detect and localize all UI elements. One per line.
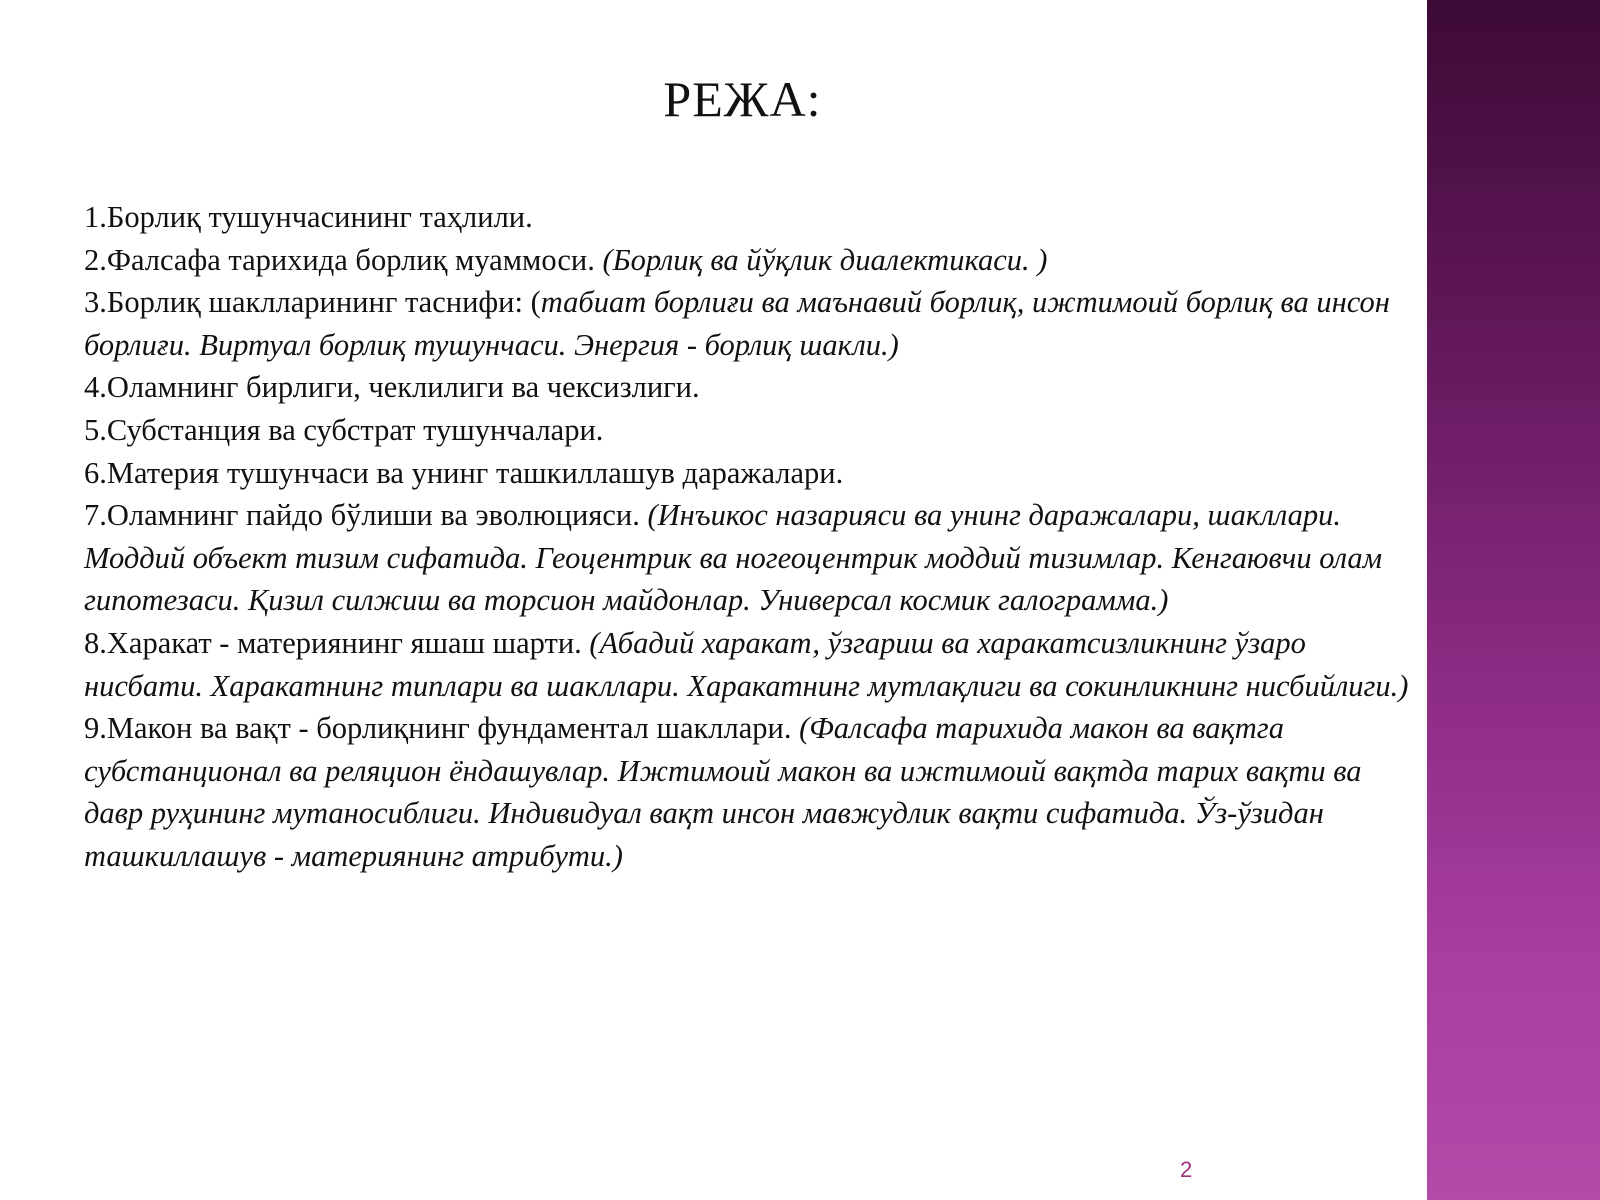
item-note: (Инъикос назарияси ва унинг даражалари, шакллари. Моддий объект тизим сифатида. Геоцентрик ва ногеоцентрик моддий тизимлар. Кенгаювчи олам гипотезаси. Қизил силжиш ва торсион майдонлар. Универсал космик галограмма.) — [84, 498, 1383, 618]
item-number: 6. — [84, 455, 107, 490]
item-number: 8. — [84, 625, 107, 660]
item-text: Харакат - материянинг яшаш шарти. — [106, 625, 590, 660]
item-number: 4. — [84, 370, 107, 405]
plan-item-5 — [84, 409, 1419, 452]
item-text: Макон ва вақт - борлиқнинг фундаментал шакллари. — [106, 711, 800, 746]
item-text: Борлиқ шаклларининг таснифи: ( — [106, 285, 541, 320]
item-number: 3. — [84, 285, 107, 320]
plan-item-9 — [84, 707, 1419, 877]
plan-item-1 — [84, 196, 1419, 239]
item-note: (Фалсафа тарихида макон ва вақтга субстанционал ва реляцион ёндашувлар. Ижтимоий макон ва ижтимоий вақтда тарих вақти ва давр руҳининг мутаносиблиги. Индивидуал вақт инсон мавжудлик вақти сифатида. Ўз-ўзидан ташкиллашув - материянинг атрибути.) — [84, 711, 1362, 873]
item-text: Субстанция ва субстрат тушунчалари. — [106, 412, 604, 447]
item-number: 7. — [84, 498, 107, 533]
item-number: 1. — [84, 200, 107, 234]
page-number: 2 — [1180, 1157, 1193, 1182]
plan-list — [84, 196, 1419, 878]
plan-item-3 — [84, 281, 1419, 366]
item-note: (Абадий харакат, ўзгариш ва харакатсизликнинг ўзаро нисбати. Харакатнинг типлари ва шакллари. Харакатнинг мутлақлиги ва сокинликнинг нисбийлиги.) — [84, 625, 1409, 703]
plan-item-7 — [84, 494, 1419, 622]
item-text: Оламнинг пайдо бўлиши ва эволюцияси. — [106, 498, 648, 533]
item-number: 5. — [84, 412, 107, 447]
item-note: табиат борлиғи ва маънавий борлиқ, ижтимоий борлиқ ва инсон борлиғи. Виртуал борлиқ тушунчаси. Энергия - борлиқ шакли.) — [84, 285, 1390, 362]
item-text: Фалсафа тарихида борлиқ муаммоси. — [106, 242, 603, 277]
item-text: Борлиқ тушунчасининг таҳлили. — [106, 200, 533, 234]
decorative-side-band — [1427, 0, 1600, 1200]
plan-item-6 — [84, 452, 1419, 495]
item-text: Материя тушунчаси ва унинг ташкиллашув даражалари. — [106, 455, 844, 490]
item-number: 2. — [84, 242, 107, 277]
item-note: (Борлиқ ва йўқлик диалектикаси. ) — [602, 242, 1048, 277]
item-number: 9. — [84, 711, 107, 746]
plan-item-4 — [84, 366, 1419, 409]
plan-item-8 — [84, 622, 1419, 707]
item-text: Оламнинг бирлиги, чеклилиги ва чексизлиги. — [106, 370, 700, 405]
slide-title: РЕЖА: — [663, 71, 822, 127]
plan-item-2 — [84, 239, 1419, 282]
